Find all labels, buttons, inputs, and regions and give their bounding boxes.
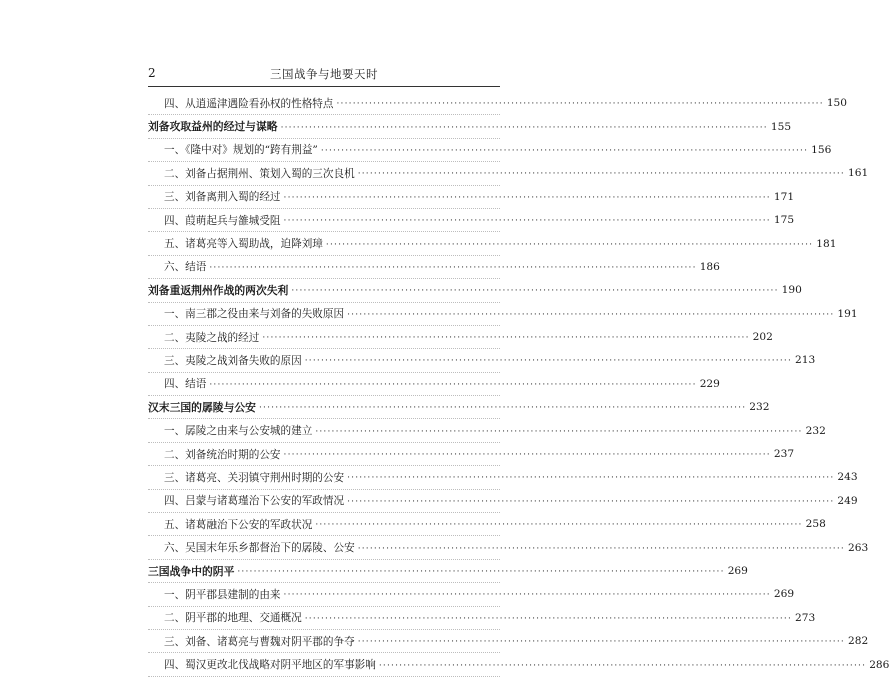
toc-entry-title: 一、《隆中对》规划的“跨有荆益”	[164, 144, 318, 157]
running-title: 三国战争与地要天时	[270, 67, 378, 81]
toc-section-entry	[148, 373, 720, 396]
toc-entry-page: 229	[699, 377, 720, 390]
dot-leader: ························································································································	[258, 403, 747, 414]
toc-entry-page: 202	[752, 331, 773, 344]
toc-entry-page: 232	[805, 424, 826, 437]
toc-chapter-entry	[148, 560, 748, 583]
toc-chapter-entry	[148, 115, 792, 138]
toc-entry-title: 四、结语	[164, 378, 207, 391]
dot-leader: ························································································································	[304, 613, 793, 624]
toc-entry-title: 三、夷陵之战刘备失败的原因	[164, 354, 302, 367]
toc-entry-title: 四、吕蒙与诸葛瑾治下公安的军政情况	[164, 495, 345, 508]
toc-entry-title: 三国战争中的阴平	[148, 564, 235, 578]
toc-entry-page: 237	[773, 448, 795, 461]
dot-leader: ························································································································	[320, 145, 809, 156]
toc-entry-title: 二、刘备统治时期的公安	[164, 448, 281, 461]
table-of-contents	[148, 92, 889, 677]
toc-section-entry	[148, 513, 826, 536]
toc-entry-page: 213	[795, 354, 816, 367]
toc-section-entry	[148, 607, 816, 630]
dot-leader: ························································································································	[347, 496, 835, 507]
toc-chapter-entry	[148, 279, 802, 302]
toc-section-entry	[148, 326, 773, 349]
toc-entry-page: 263	[848, 541, 869, 554]
toc-section-entry	[148, 653, 889, 676]
dot-leader: ························································································································	[209, 379, 697, 390]
toc-entry-page: 186	[699, 260, 720, 273]
dot-leader: ························································································································	[291, 286, 779, 297]
toc-entry-page: 150	[826, 97, 848, 110]
toc-entry-title: 三、诸葛亮、关羽镇守荆州时期的公安	[164, 471, 345, 484]
dot-leader: ························································································································	[378, 660, 867, 671]
toc-section-entry	[148, 303, 858, 326]
toc-entry-title: 刘备重返荆州作战的两次失利	[148, 283, 289, 297]
toc-entry-page: 269	[727, 565, 748, 577]
toc-entry-title: 一、阴平郡县建制的由来	[164, 588, 281, 601]
toc-entry-title: 二、夷陵之战的经过	[164, 331, 260, 344]
dot-leader: ························································································································	[283, 192, 771, 203]
toc-entry-title: 刘备攻取益州的经过与谋略	[148, 120, 278, 134]
toc-entry-title: 六、吴国末年乐乡都督治下的孱陵、公安	[164, 542, 355, 555]
toc-section-entry	[148, 162, 869, 185]
toc-entry-title: 五、诸葛融治下公安的军政状况	[164, 518, 313, 531]
toc-entry-page: 175	[773, 214, 795, 227]
dot-leader: ························································································································	[315, 426, 803, 437]
toc-entry-title: 汉末三国的孱陵与公安	[148, 400, 256, 414]
dot-leader: ························································································································	[357, 637, 845, 648]
toc-entry-page: 161	[848, 167, 869, 180]
toc-entry-title: 五、诸葛亮等入蜀助战，迫降刘璋	[164, 238, 323, 251]
toc-entry-page: 156	[811, 143, 832, 156]
toc-entry-page: 282	[848, 635, 869, 648]
toc-entry-page: 249	[837, 494, 858, 507]
toc-section-entry	[148, 583, 795, 606]
toc-section-entry	[148, 92, 848, 115]
toc-section-entry	[148, 419, 826, 442]
toc-entry-title: 二、刘备占据荆州、策划入蜀的三次良机	[164, 167, 355, 180]
toc-section-entry	[148, 139, 832, 162]
toc-entry-page: 269	[773, 588, 795, 601]
toc-section-entry	[148, 466, 858, 489]
toc-entry-page: 181	[816, 237, 837, 250]
toc-section-entry	[148, 186, 795, 209]
toc-entry-page: 190	[781, 284, 802, 297]
toc-entry-title: 二、阴平郡的地理、交通概况	[164, 612, 302, 625]
toc-section-entry	[148, 349, 816, 372]
toc-entry-page: 273	[795, 611, 816, 624]
dot-leader: ························································································································	[325, 239, 814, 250]
dot-leader: ························································································································	[357, 169, 845, 180]
toc-entry-page: 232	[749, 401, 770, 414]
dot-leader: ························································································································	[280, 122, 768, 133]
toc-chapter-entry	[148, 396, 770, 419]
dot-leader: ························································································································	[336, 99, 824, 110]
toc-entry-page: 286	[869, 658, 889, 671]
toc-entry-title: 六、结语	[164, 261, 207, 274]
dot-leader: ························································································································	[283, 590, 771, 601]
toc-entry-page: 171	[773, 190, 795, 203]
toc-entry-page: 191	[837, 307, 858, 320]
toc-entry-title: 四、蜀汉更改北伐战略对阴平地区的军事影响	[164, 659, 376, 672]
toc-entry-title: 四、从逍遥津遇险看孙权的性格特点	[164, 97, 334, 110]
dot-leader: ························································································································	[262, 333, 750, 344]
toc-section-entry	[148, 490, 858, 513]
dot-leader: ························································································································	[357, 543, 845, 554]
dot-leader: ························································································································	[237, 567, 725, 577]
dot-leader: ························································································································	[209, 262, 697, 273]
toc-entry-title: 一、孱陵之由来与公安城的建立	[164, 425, 313, 438]
dot-leader: ························································································································	[315, 520, 803, 531]
toc-section-entry	[148, 256, 720, 279]
dot-leader: ························································································································	[347, 473, 835, 484]
toc-entry-title: 一、南三郡之役由来与刘备的失败原因	[164, 308, 345, 321]
toc-section-entry	[148, 443, 795, 466]
toc-entry-title: 三、刘备、诸葛亮与曹魏对阴平郡的争夺	[164, 635, 355, 648]
toc-entry-title: 三、刘备离荆入蜀的经过	[164, 191, 281, 204]
toc-section-entry	[148, 209, 795, 232]
toc-entry-page: 155	[770, 120, 792, 133]
toc-entry-page: 243	[837, 471, 858, 484]
page-number: 2	[148, 66, 156, 80]
dot-leader: ························································································································	[304, 356, 793, 367]
dot-leader: ························································································································	[347, 309, 835, 320]
dot-leader: ························································································································	[283, 450, 771, 461]
dot-leader: ························································································································	[283, 216, 771, 227]
toc-section-entry	[148, 232, 837, 255]
toc-entry-page: 258	[805, 518, 826, 531]
toc-entry-title: 四、葭萌起兵与雒城受阻	[164, 214, 281, 227]
toc-section-entry	[148, 536, 869, 559]
toc-section-entry	[148, 630, 869, 653]
page-header	[148, 64, 500, 87]
